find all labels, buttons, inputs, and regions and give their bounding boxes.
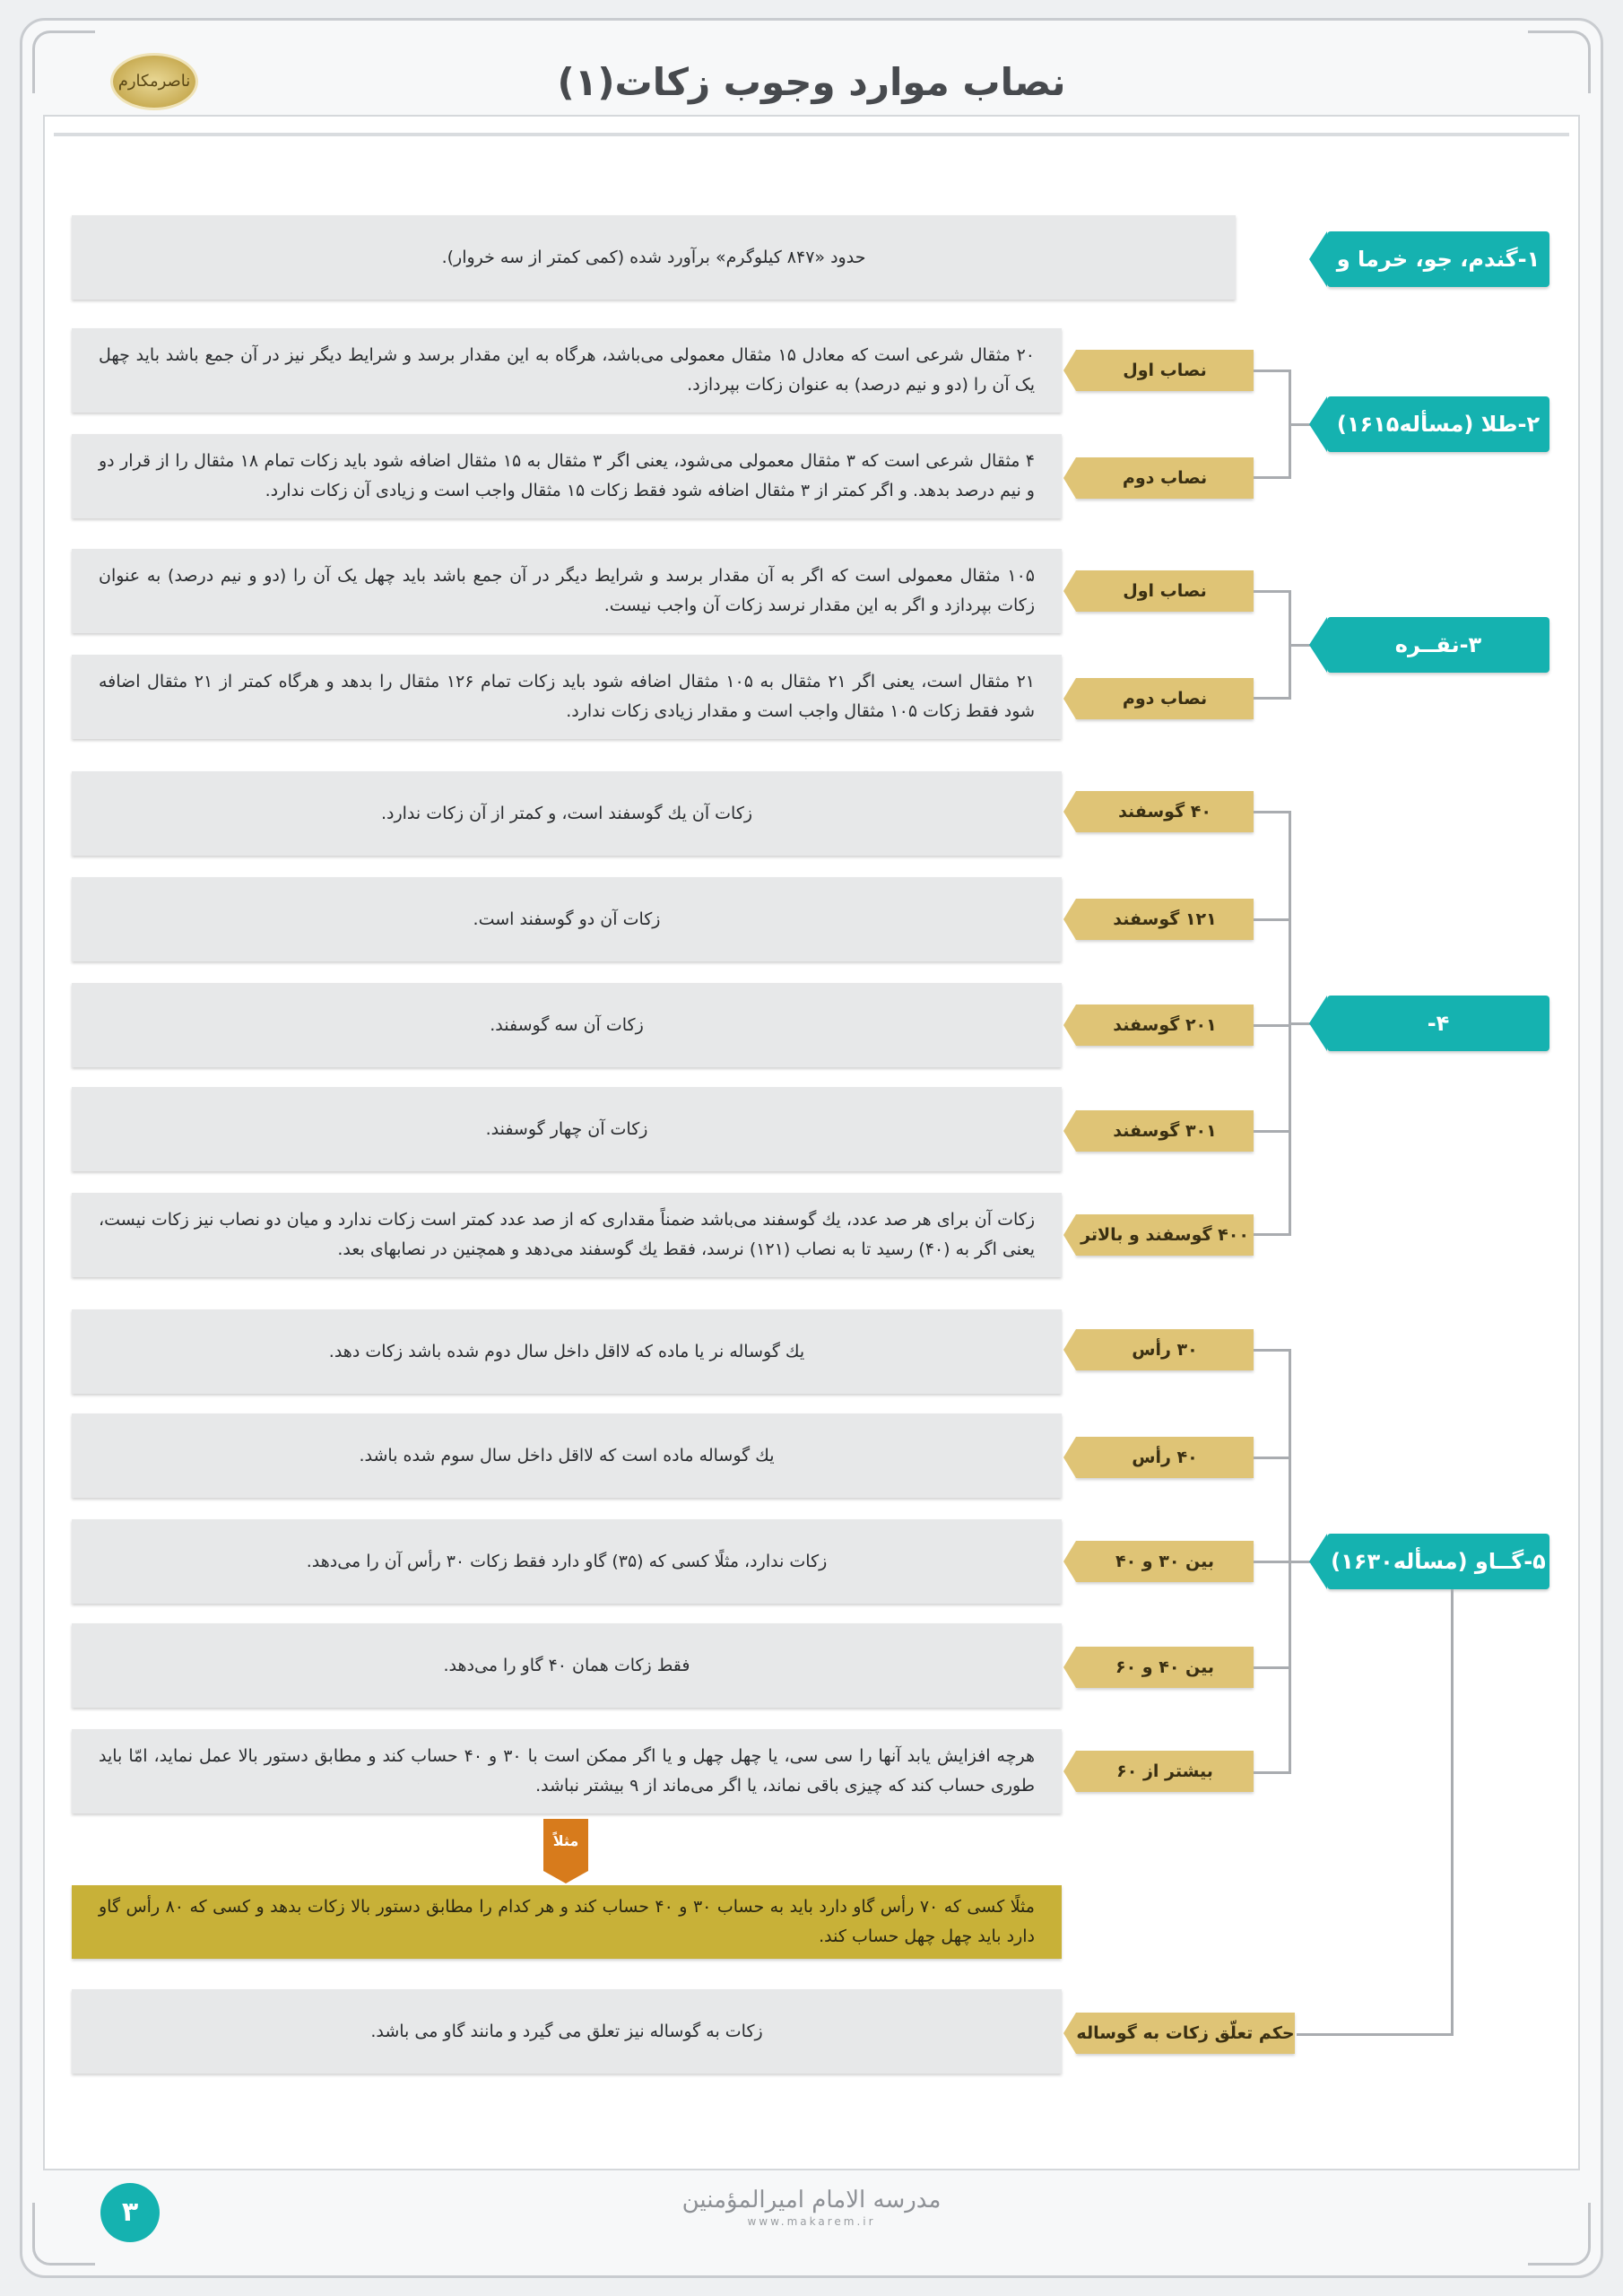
silver-nisab-1-text: ۱۰۵ مثقال معمولی است که اگر به آن مقدار برسد و شرایط دیگر در آن جمع باشد باید چهل یک آن را (دو و نیم درصد) به عنوان زکات بپردازد و اگر به این مقدار نرسد زکات آن واجب نیست. bbox=[99, 566, 1035, 615]
cow-40-60-text: فقط زکات همان ۴۰ گاو را می‌دهد. bbox=[443, 1655, 690, 1675]
gold-connector bbox=[1254, 370, 1291, 479]
silver-nisab-2-tag: نصاب دوم bbox=[1076, 678, 1254, 719]
sheep-301-tag: ۳۰۱ گوسفند bbox=[1076, 1110, 1254, 1152]
calf-connector-vertical bbox=[1451, 1589, 1454, 2036]
page-title: نصاب موارد وجوب زکات(۱) bbox=[557, 60, 1066, 104]
cow-40-tag: ۴۰ رأس bbox=[1076, 1437, 1254, 1478]
section-title-grain: ۱-گندم، جو، خرما و کشمش bbox=[1327, 231, 1549, 287]
silver-nisab-1-tag: نصاب اول bbox=[1076, 570, 1254, 612]
grain-text-box bbox=[72, 215, 1236, 300]
cow-30-40-tag: بین ۳۰ و ۴۰ bbox=[1076, 1541, 1254, 1582]
grain-text: حدود «۸۴۷ کیلوگرم» برآورد شده (کمی کمتر از سه خروار). bbox=[441, 247, 866, 267]
cow-40-box bbox=[72, 1413, 1062, 1498]
cow-over-60-tag: بیشتر از ۶۰ bbox=[1076, 1751, 1254, 1792]
sheep-400-box bbox=[72, 1193, 1062, 1277]
logo-text: ناصرمکارم bbox=[117, 72, 191, 91]
sheep-121-tag: ۱۲۱ گوسفند bbox=[1076, 899, 1254, 940]
corner-ornament bbox=[1528, 30, 1591, 93]
cow-over-60-box bbox=[72, 1729, 1062, 1813]
gold-nisab-1-text: ۲۰ مثقال شرعی است که معادل ۱۵ مثقال معمولی می‌باشد، هرگاه به این مقدار برسد و شرایط دیگر نیز در آن جمع باشد باید چهل یک آن را (دو و نیم درصد) به عنوان زکات بپردازد. bbox=[99, 345, 1035, 395]
cow-40-60-tag: بین ۴۰ و ۶۰ bbox=[1076, 1647, 1254, 1688]
sheep-connector-branch bbox=[1254, 1130, 1291, 1133]
sheep-connector bbox=[1254, 811, 1291, 1236]
gold-nisab-2-box bbox=[72, 434, 1062, 518]
calf-box bbox=[72, 1989, 1062, 2074]
silver-connector bbox=[1254, 590, 1291, 700]
cow-connector-branch bbox=[1254, 1666, 1291, 1669]
gold-nisab-1-box bbox=[72, 328, 1062, 413]
footer-org-name: مدرسه الامام امیرالمؤمنین bbox=[681, 2187, 942, 2213]
page-number: ۳ bbox=[100, 2183, 160, 2242]
sheep-40-tag: ۴۰ گوسفند bbox=[1076, 791, 1254, 832]
cow-40-text: یك گوساله ماده است که لااقل داخل سال سوم شده باشد. bbox=[359, 1445, 775, 1465]
cow-30-text: یك گوساله نر یا ماده که لااقل داخل سال دوم شده باشد زکات دهد. bbox=[328, 1341, 805, 1361]
sheep-connector-branch bbox=[1254, 1024, 1291, 1027]
sheep-400-text: زکات آن برای هر صد عدد، یك گوسفند می‌باشد ضمناً مقداری که از صد عدد کمتر است زکات ندارد و میان دو نصاب نیز زکات نیست، یعنی اگر به (۴۰) رسید تا به نصاب (۱۲۱) نرسد، فقط یك گوسفند می‌دهد و همچنین در نصابهای بعد. bbox=[99, 1210, 1035, 1259]
section-title-sheep: ۴-گوسفند(مسأله۱۶۲۸) bbox=[1327, 996, 1549, 1051]
calf-tag: حکم تعلّق زکات به گوساله bbox=[1076, 2013, 1295, 2054]
gold-nisab-2-text: ۴ مثقال شرعی است که ۳ مثقال معمولی می‌شود، یعنی اگر ۳ مثقال به ۱۵ مثقال اضافه شود باید زکات تمام ۱۸ مثقال را از قرار دو و نیم درصد بدهد. و اگر کمتر از ۳ مثقال اضافه شود فقط زکات ۱۵ مثقال واجب است و زیادی آن زکات ندارد. bbox=[99, 451, 1035, 500]
cow-over-60-text: هرچه افزایش یابد آنها را سی سی، یا چهل چهل و یا اگر ممکن است با ۳۰ و ۴۰ حساب کند و مطابق دستور بالا عمل نماید، امّا باید طوری حساب کند که چیزی باقی نماند، یا اگر می‌ماند از ۹ بیشتر نباشد. bbox=[99, 1746, 1035, 1796]
gold-nisab-2-tag: نصاب دوم bbox=[1076, 457, 1254, 499]
section-title-gold: ۲-طلا (مسأله۱۶۱۵) bbox=[1327, 396, 1549, 452]
silver-nisab-1-box bbox=[72, 549, 1062, 633]
cow-40-60-box bbox=[72, 1623, 1062, 1708]
author-logo bbox=[113, 56, 195, 108]
corner-ornament bbox=[1528, 2203, 1591, 2266]
sheep-301-box bbox=[72, 1087, 1062, 1171]
sheep-40-text: زکات آن یك گوسفند است، و کمتر از آن زکات ندارد. bbox=[380, 803, 753, 823]
section-title-silver: ۳-نقــره bbox=[1327, 617, 1549, 673]
sheep-connector-branch bbox=[1254, 918, 1291, 921]
calf-text: زکات به گوساله نیز تعلق می گیرد و مانند گاو می باشد. bbox=[370, 2021, 763, 2041]
calf-connector-horizontal bbox=[1297, 2033, 1454, 2036]
sheep-301-text: زکات آن چهار گوسفند. bbox=[485, 1118, 648, 1139]
sheep-400-tag: ۴۰۰ گوسفند و بالاتر bbox=[1076, 1214, 1254, 1256]
cow-30-box bbox=[72, 1309, 1062, 1394]
cow-30-40-box bbox=[72, 1519, 1062, 1604]
gold-nisab-1-tag: نصاب اول bbox=[1076, 350, 1254, 391]
cow-example-text: مثلًا کسی که ۷۰ رأس گاو دارد باید به حساب ۳۰ و ۴۰ حساب کند و هر کدام را مطابق دستور بالا زکات بدهد و کسی که ۸۰ رأس گاو دارد باید چهل چهل حساب کند. bbox=[99, 1897, 1035, 1946]
sheep-121-box bbox=[72, 877, 1062, 961]
header-divider bbox=[54, 133, 1569, 136]
footer-logo bbox=[681, 2185, 942, 2239]
sheep-40-box bbox=[72, 771, 1062, 856]
sheep-201-tag: ۲۰۱ گوسفند bbox=[1076, 1004, 1254, 1046]
silver-nisab-2-box bbox=[72, 655, 1062, 739]
sheep-201-text: زکات آن سه گوسفند. bbox=[490, 1014, 644, 1035]
corner-ornament bbox=[32, 30, 95, 93]
sheep-201-box bbox=[72, 983, 1062, 1067]
cow-connector-branch bbox=[1254, 1561, 1291, 1563]
corner-ornament bbox=[32, 2203, 95, 2266]
section-title-cow: ۵-گــاو (مسأله۱۶۳۰) bbox=[1327, 1534, 1549, 1589]
footer-url: www.makarem.ir bbox=[747, 2215, 876, 2228]
silver-nisab-2-text: ۲۱ مثقال است، یعنی اگر ۲۱ مثقال به ۱۰۵ مثقال اضافه شود باید زکات تمام ۱۲۶ مثقال را بدهد و هرگاه کمتر از ۲۱ مثقال اضافه شود فقط زکات ۱۰۵ مثقال واجب است و مقدار زیادی زکات ندارد. bbox=[99, 672, 1035, 721]
cow-example-box bbox=[72, 1885, 1062, 1959]
sheep-121-text: زکات آن دو گوسفند است. bbox=[473, 909, 661, 929]
cow-connector-branch bbox=[1254, 1457, 1291, 1459]
example-label: مثلاً bbox=[543, 1819, 588, 1871]
cow-30-40-text: زکات ندارد، مثلًا کسی که (۳۵) گاو دارد فقط زکات ۳۰ رأس آن را می‌دهد. bbox=[306, 1551, 828, 1571]
cow-30-tag: ۳۰ رأس bbox=[1076, 1329, 1254, 1370]
